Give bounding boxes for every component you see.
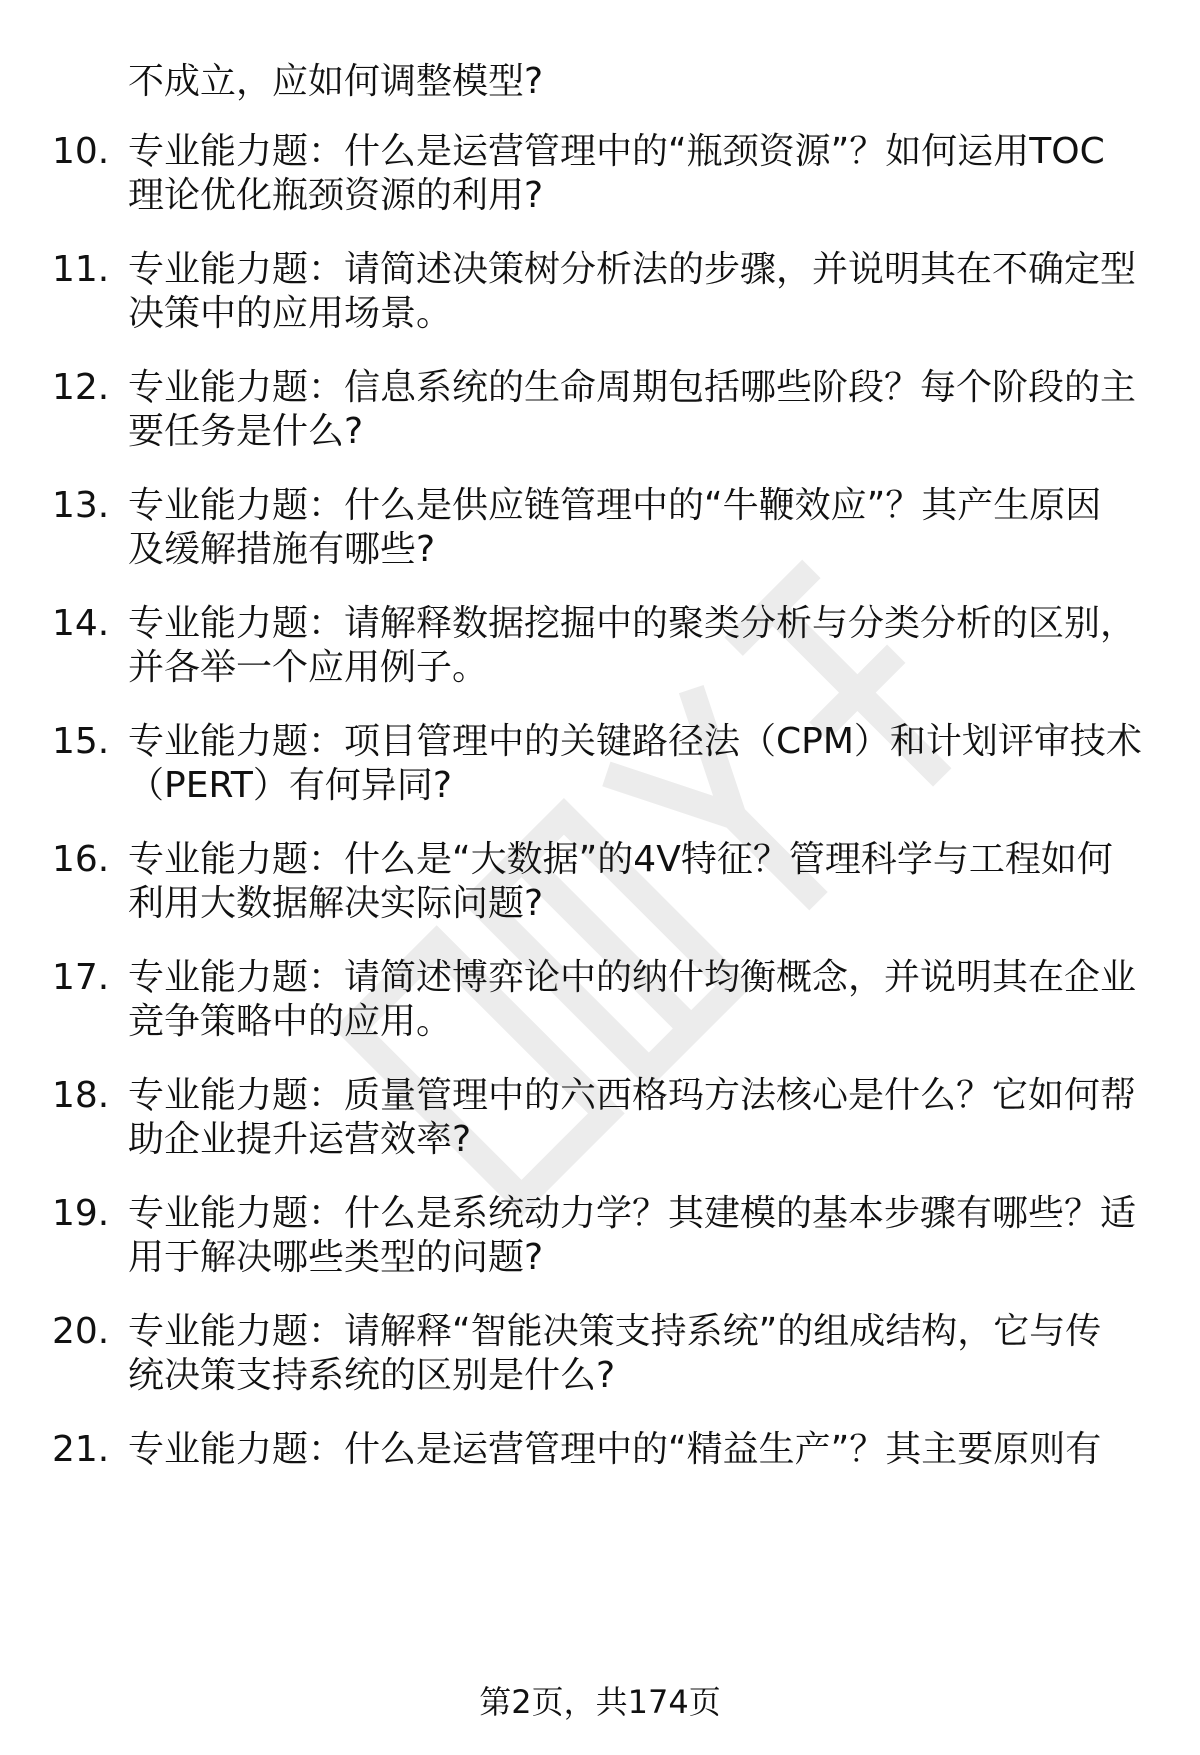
continuation-line: 不成立，应如何调整模型?	[128, 61, 544, 102]
question-number: 21.	[52, 1429, 110, 1470]
question-line-2: 并各举一个应用例子。	[128, 647, 489, 688]
question-line-1: 专业能力题：什么是“大数据”的4V特征？管理科学与工程如何	[128, 839, 1113, 880]
question-line-1: 专业能力题：什么是系统动力学？其建模的基本步骤有哪些？适	[128, 1193, 1137, 1234]
question-line-2: 助企业提升运营效率?	[128, 1119, 472, 1160]
question-line-2: 理论优化瓶颈资源的利用?	[128, 175, 544, 216]
question-line-1: 专业能力题：质量管理中的六西格玛方法核心是什么？它如何帮	[128, 1075, 1137, 1116]
question-line-2: 要任务是什么?	[128, 411, 364, 452]
question-number: 15.	[52, 721, 110, 762]
question-line-1: 专业能力题：请简述博弈论中的纳什均衡概念，并说明其在企业	[128, 957, 1137, 998]
question-line-1: 专业能力题：请解释“智能决策支持系统”的组成结构，它与传	[128, 1311, 1102, 1352]
question-number: 11.	[52, 249, 110, 290]
question-line-2: 及缓解措施有哪些?	[128, 529, 436, 570]
question-line-1: 专业能力题：什么是运营管理中的“瓶颈资源”？如何运用TOC	[128, 131, 1105, 172]
question-line-1: 专业能力题：信息系统的生命周期包括哪些阶段？每个阶段的主	[128, 367, 1137, 408]
question-line-2: （PERT）有何异同?	[128, 765, 452, 806]
question-number: 20.	[52, 1311, 110, 1352]
question-number: 18.	[52, 1075, 110, 1116]
question-line-1: 专业能力题：请简述决策树分析法的步骤，并说明其在不确定型	[128, 249, 1137, 290]
question-number: 17.	[52, 957, 110, 998]
question-number: 19.	[52, 1193, 110, 1234]
question-line-2: 利用大数据解决实际问题?	[128, 883, 544, 924]
question-line-1: 专业能力题：请解释数据挖掘中的聚类分析与分类分析的区别，	[128, 603, 1137, 644]
question-line-2: 决策中的应用场景。	[128, 293, 453, 334]
page-footer: 第2页，共174页	[479, 1683, 721, 1721]
question-line-1: 专业能力题：什么是供应链管理中的“牛鞭效应”？其产生原因	[128, 485, 1102, 526]
question-line-1: 专业能力题：什么是运营管理中的“精益生产”？其主要原则有	[128, 1429, 1102, 1470]
question-number: 12.	[52, 367, 110, 408]
question-line-2: 竞争策略中的应用。	[128, 1001, 453, 1042]
question-number: 16.	[52, 839, 110, 880]
question-number: 13.	[52, 485, 110, 526]
question-line-2: 统决策支持系统的区别是什么?	[128, 1355, 616, 1396]
question-number: 10.	[52, 131, 110, 172]
question-line-2: 用于解决哪些类型的问题?	[128, 1237, 544, 1278]
question-number: 14.	[52, 603, 110, 644]
question-line-1: 专业能力题：项目管理中的关键路径法（CPM）和计划评审技术	[128, 721, 1142, 762]
